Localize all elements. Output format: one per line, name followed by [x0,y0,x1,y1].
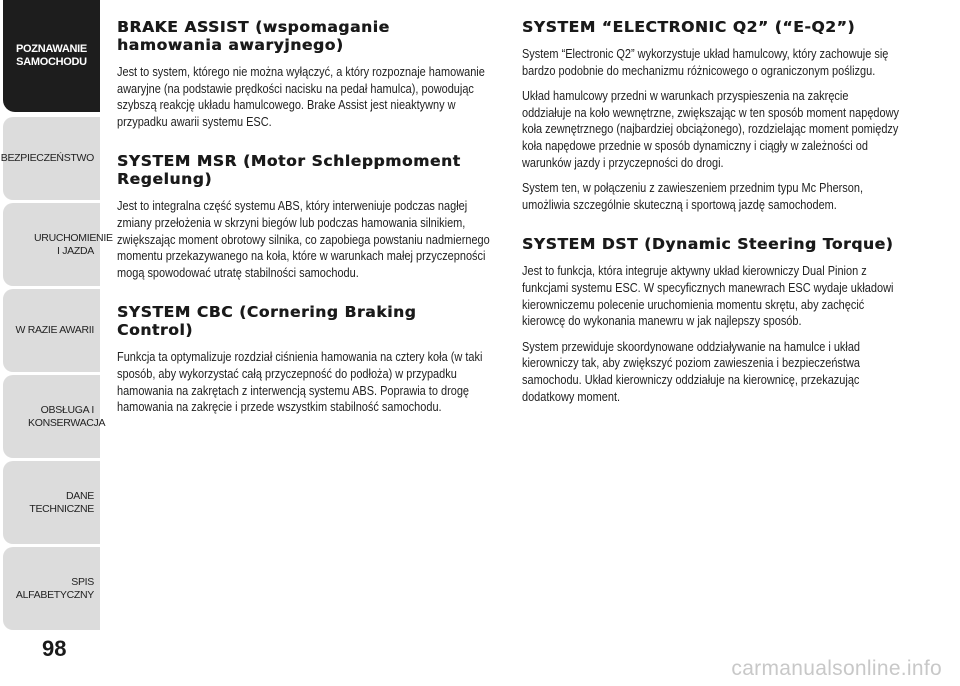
watermark: carmanualsonline.info [731,657,942,680]
section-paragraph: System ten, w połączeniu z zawieszeniem przednim typu Mc Pherson, umożliwia szczególnie skuteczną i sportową jazdę samochodem. [522,181,864,212]
section-paragraph: System przewiduje skoordynowane oddziaływanie na hamulce i układ kierowniczy tak, aby zwiększyć poziom zawieszenia i bezpieczeństwa samochodu. Układ kierowniczy oddziałuje na kierownicę, przekazując dodatkowy moment. [522,339,861,404]
right-column [522,18,900,414]
section-paragraph: Układ hamulcowy przedni w warunkach przyspieszenia na zakręcie oddziałuje na koło wewnętrzne, zwiększając w ten sposób moment napędowy koła zewnętrznego (najbardziej obciążonego), rozdzielając moment pomiędzy koła napędowe przednie w sposób dynamiczny i ciągły w zależności od warunków jazdy i przyczepności do drogi. [522,89,899,170]
tab-label: URUCHOMIENIE I JAZDA [34,231,113,257]
eq2-section [522,18,900,213]
chapter-sidebar [0,0,113,640]
tab-uruchomienie-i-jazda[interactable] [3,203,113,286]
brake-assist-section [117,18,495,130]
section-paragraph: Jest to system, którego nie można wyłączyć, a który rozpoznaje hamowanie awaryjne (na podstawie prędkości nacisku na pedał hamulca), powodując szybszą reakcję układu hamulcowego. Brake Assist jest nieaktywny w przypadku awarii systemu ESC. [117,65,485,129]
msr-section [117,152,495,281]
section-heading: SYSTEM CBC (Cornering Braking Control) [117,303,417,340]
section-heading: SYSTEM MSR (Motor Schleppmoment Regelung) [117,152,461,189]
section-paragraph: Jest to funkcja, która integruje aktywny układ kierowniczy Dual Pinion z funkcjami systemu ESC. W specyficznych manewrach ESC wydaje układowi kierowniczemu polecenie uruchomienia momentu skrętu, aby zachęcić kierowcę do wykonania manewru w jak najlepszy sposób. [522,264,894,329]
section-heading: SYSTEM DST (Dynamic Steering Torque) [522,235,894,254]
dst-section [522,235,900,405]
left-column [117,18,495,425]
tab-label: POZNAWANIE SAMOCHODU [16,43,87,68]
section-heading: SYSTEM “ELECTRONIC Q2” (“E-Q2”) [522,18,856,36]
tab-spis-alfabetyczny[interactable] [3,547,100,630]
tab-bezpieczenstwo[interactable] [0,117,100,200]
tab-label: SPIS ALFABETYCZNY [15,575,94,601]
section-heading: BRAKE ASSIST (wspomaganie hamowania awaryjnego) [117,18,390,54]
tab-obsluga-i-konserwacja[interactable] [3,375,106,458]
tab-label: DANE TECHNICZNE [29,489,94,515]
cbc-section [117,303,495,415]
page-number: 98 [42,636,67,661]
tab-label: BEZPIECZEŃSTWO [0,152,94,164]
section-paragraph: Jest to integralna część systemu ABS, który interweniuje podczas nagłej zmiany przełożenia w skrzyni biegów lub podczas hamowania silnikiem, zwiększając moment obrotowy silnika, co zapobiega powstaniu nadmiernego momentu przekazywanego na koła, które w warunkach małej przyczepności mogą spowodować utratę stabilności samochodu. [117,199,490,280]
tab-poznawanie-samochodu[interactable] [3,0,100,112]
tab-label: OBSŁUGA I KONSERWACJA [28,403,106,429]
section-paragraph: System “Electronic Q2” wykorzystuje układ hamulcowy, który zachowuje się bardzo podobnie do mechanizmu różnicowego o ograniczonym poślizgu. [522,47,889,78]
tab-w-razie-awarii[interactable] [3,289,100,372]
section-paragraph: Funkcja ta optymalizuje rozdział ciśnienia hamowania na cztery koła (w taki sposób, aby wykorzystać całą przyczepność do podłoża) w przypadku hamowania na zakrętach z interwencją systemu ABS. Poprawia to drogę hamowania na zakręcie i przede wszystkim stabilność samochodu. [117,350,483,415]
tab-dane-techniczne[interactable] [3,461,100,544]
tab-label: W RAZIE AWARII [15,324,94,336]
